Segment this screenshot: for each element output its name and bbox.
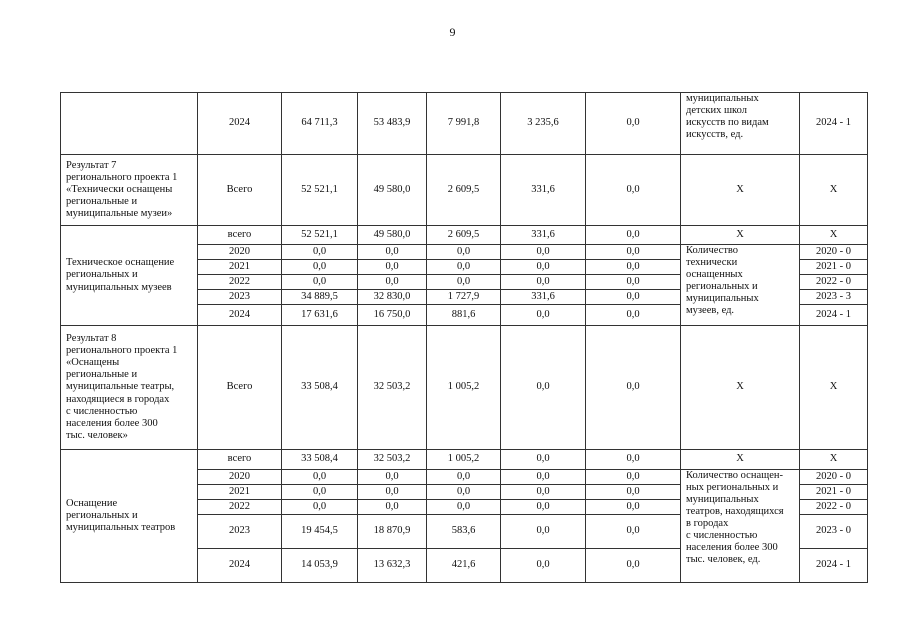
total-cell: 0,0 <box>282 275 358 290</box>
target-cell: Х <box>800 450 868 470</box>
target-cell: 2022 - 0 <box>800 500 868 515</box>
total-cell: 52 521,1 <box>282 226 358 245</box>
year-cell: 2021 <box>198 260 282 275</box>
year-cell: 2022 <box>198 275 282 290</box>
year-cell: Всего <box>198 326 282 450</box>
target-cell: Х <box>800 326 868 450</box>
regional-cell: 0,0 <box>427 470 501 485</box>
target-cell: 2024 - 1 <box>800 549 868 583</box>
regional-cell: 2 609,5 <box>427 226 501 245</box>
year-cell: 2023 <box>198 515 282 549</box>
federal-cell: 0,0 <box>358 500 427 515</box>
municipal-cell: 0,0 <box>501 305 586 326</box>
total-cell: 0,0 <box>282 470 358 485</box>
year-cell: 2024 <box>198 549 282 583</box>
target-cell: 2020 - 0 <box>800 245 868 260</box>
federal-cell: 0,0 <box>358 485 427 500</box>
federal-cell: 53 483,9 <box>358 93 427 155</box>
table-row <box>61 93 868 155</box>
municipal-cell: 0,0 <box>501 515 586 549</box>
indicator-cell: Х <box>681 226 800 245</box>
municipal-cell: 331,6 <box>501 155 586 226</box>
extrabudget-cell: 0,0 <box>586 326 681 450</box>
target-cell: 2023 - 0 <box>800 515 868 549</box>
federal-cell: 0,0 <box>358 260 427 275</box>
municipal-cell: 0,0 <box>501 549 586 583</box>
indicator-cell: Количество технически оснащенных региональных и муниципальных музеев, ед. <box>681 245 800 326</box>
federal-cell: 32 830,0 <box>358 290 427 305</box>
federal-cell: 18 870,9 <box>358 515 427 549</box>
page-number: 9 <box>449 25 456 39</box>
municipal-cell: 331,6 <box>501 290 586 305</box>
year-cell: 2021 <box>198 485 282 500</box>
municipal-cell: 0,0 <box>501 326 586 450</box>
extrabudget-cell: 0,0 <box>586 549 681 583</box>
year-cell: 2020 <box>198 470 282 485</box>
federal-cell: 16 750,0 <box>358 305 427 326</box>
municipal-cell: 0,0 <box>501 275 586 290</box>
municipal-cell: 0,0 <box>501 245 586 260</box>
year-cell: 2024 <box>198 305 282 326</box>
target-cell: 2024 - 1 <box>800 93 868 155</box>
total-cell: 0,0 <box>282 260 358 275</box>
regional-cell: 0,0 <box>427 260 501 275</box>
regional-cell: 2 609,5 <box>427 155 501 226</box>
regional-cell: 0,0 <box>427 245 501 260</box>
federal-cell: 32 503,2 <box>358 450 427 470</box>
total-cell: 0,0 <box>282 245 358 260</box>
indicator-cell: Х <box>681 326 800 450</box>
target-cell: 2024 - 1 <box>800 305 868 326</box>
extrabudget-cell: 0,0 <box>586 155 681 226</box>
year-cell: 2024 <box>198 93 282 155</box>
target-cell: Х <box>800 155 868 226</box>
activity-name: Техническое оснащение региональных и муниципальных музеев <box>61 226 198 326</box>
extrabudget-cell: 0,0 <box>586 500 681 515</box>
name-cell <box>61 93 198 155</box>
indicator-cell: муниципальных детских школ искусств по видам искусств, ед. <box>681 93 800 155</box>
indicator-cell: Количество оснащен- ных региональных и муниципальных театров, находящихся в городах с численностью населения более 300 тыс. человек, ед. <box>681 470 800 583</box>
table-row <box>61 226 868 245</box>
table-row <box>61 155 868 226</box>
target-cell: Х <box>800 226 868 245</box>
regional-cell: 0,0 <box>427 500 501 515</box>
target-cell: 2023 - 3 <box>800 290 868 305</box>
federal-cell: 49 580,0 <box>358 155 427 226</box>
federal-cell: 0,0 <box>358 245 427 260</box>
regional-cell: 1 005,2 <box>427 450 501 470</box>
target-cell: 2020 - 0 <box>800 470 868 485</box>
result-7-name: Результат 7 регионального проекта 1 «Технически оснащены региональные и муниципальные музеи» <box>61 155 198 226</box>
year-cell: Всего <box>198 155 282 226</box>
regional-cell: 1 005,2 <box>427 326 501 450</box>
extrabudget-cell: 0,0 <box>586 515 681 549</box>
municipal-cell: 3 235,6 <box>501 93 586 155</box>
indicator-cell: Х <box>681 450 800 470</box>
activity-name: Оснащение региональных и муниципальных театров <box>61 450 198 583</box>
federal-cell: 0,0 <box>358 470 427 485</box>
municipal-cell: 0,0 <box>501 485 586 500</box>
total-cell: 33 508,4 <box>282 450 358 470</box>
extrabudget-cell: 0,0 <box>586 485 681 500</box>
federal-cell: 32 503,2 <box>358 326 427 450</box>
municipal-cell: 0,0 <box>501 260 586 275</box>
regional-cell: 583,6 <box>427 515 501 549</box>
year-cell: 2022 <box>198 500 282 515</box>
municipal-cell: 0,0 <box>501 500 586 515</box>
result-8-name: Результат 8 регионального проекта 1 «Оснащены региональные и муниципальные театры, находящиеся в городах с численностью населения более 300 тыс. человек» <box>61 326 198 450</box>
extrabudget-cell: 0,0 <box>586 305 681 326</box>
municipal-cell: 0,0 <box>501 470 586 485</box>
regional-cell: 1 727,9 <box>427 290 501 305</box>
extrabudget-cell: 0,0 <box>586 450 681 470</box>
extrabudget-cell: 0,0 <box>586 275 681 290</box>
budget-table <box>60 92 868 583</box>
extrabudget-cell: 0,0 <box>586 260 681 275</box>
extrabudget-cell: 0,0 <box>586 470 681 485</box>
federal-cell: 49 580,0 <box>358 226 427 245</box>
year-cell: 2023 <box>198 290 282 305</box>
target-cell: 2021 - 0 <box>800 485 868 500</box>
year-cell: 2020 <box>198 245 282 260</box>
extrabudget-cell: 0,0 <box>586 226 681 245</box>
federal-cell: 13 632,3 <box>358 549 427 583</box>
total-cell: 0,0 <box>282 485 358 500</box>
regional-cell: 0,0 <box>427 275 501 290</box>
total-cell: 64 711,3 <box>282 93 358 155</box>
target-cell: 2021 - 0 <box>800 260 868 275</box>
extrabudget-cell: 0,0 <box>586 245 681 260</box>
indicator-cell: Х <box>681 155 800 226</box>
total-cell: 34 889,5 <box>282 290 358 305</box>
federal-cell: 0,0 <box>358 275 427 290</box>
total-cell: 19 454,5 <box>282 515 358 549</box>
extrabudget-cell: 0,0 <box>586 93 681 155</box>
regional-cell: 421,6 <box>427 549 501 583</box>
table-row <box>61 450 868 470</box>
total-cell: 52 521,1 <box>282 155 358 226</box>
regional-cell: 7 991,8 <box>427 93 501 155</box>
total-cell: 33 508,4 <box>282 326 358 450</box>
regional-cell: 881,6 <box>427 305 501 326</box>
total-cell: 0,0 <box>282 500 358 515</box>
year-cell: всего <box>198 226 282 245</box>
regional-cell: 0,0 <box>427 485 501 500</box>
extrabudget-cell: 0,0 <box>586 290 681 305</box>
year-cell: всего <box>198 450 282 470</box>
table-row <box>61 326 868 450</box>
municipal-cell: 0,0 <box>501 450 586 470</box>
total-cell: 14 053,9 <box>282 549 358 583</box>
municipal-cell: 331,6 <box>501 226 586 245</box>
total-cell: 17 631,6 <box>282 305 358 326</box>
target-cell: 2022 - 0 <box>800 275 868 290</box>
